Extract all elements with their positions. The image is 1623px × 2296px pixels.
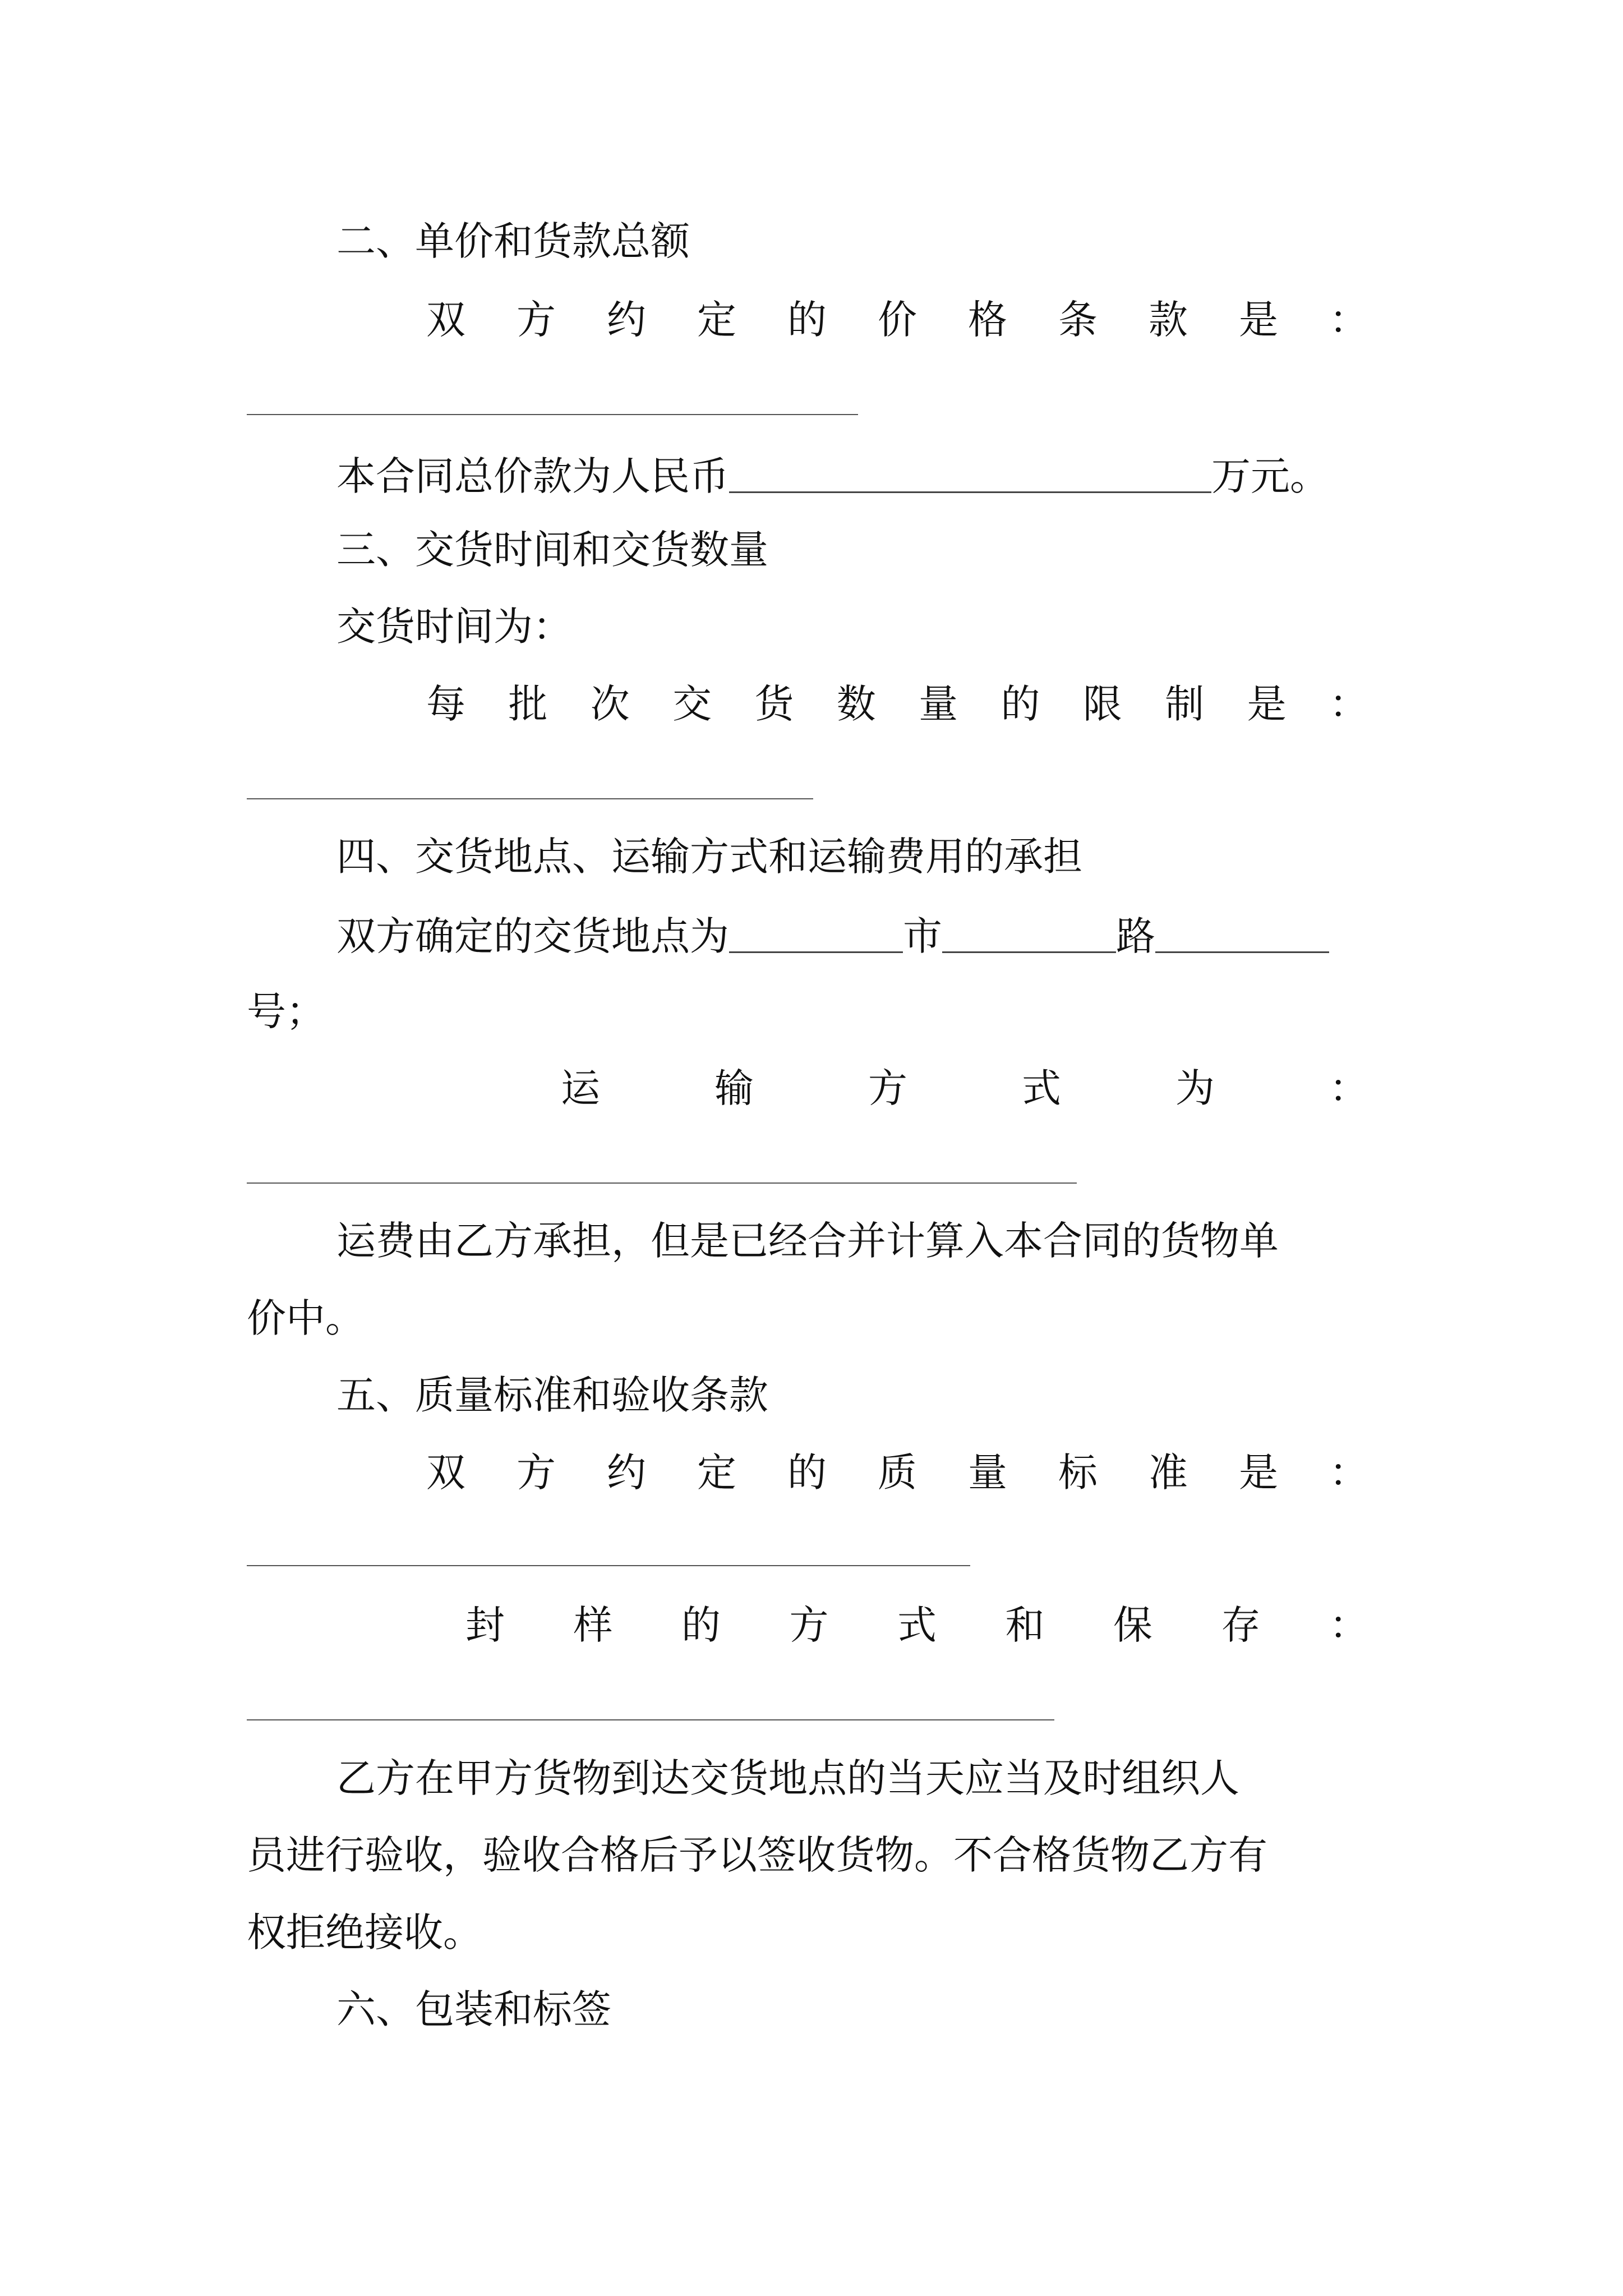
- quality-standard-char: 定: [697, 1450, 736, 1496]
- acceptance-text-line-2: 员进行验收，验收合格后予以签收货物。不合格货物乙方有: [247, 1832, 1267, 1878]
- price-clause-char: 约: [607, 297, 646, 343]
- city-label: 市: [903, 913, 942, 959]
- quality-standard-blank-line: [247, 1565, 970, 1566]
- batch-limit-char: 交: [672, 681, 712, 727]
- seal-sample-blank-line: [247, 1719, 1054, 1720]
- seal-sample-char: 样: [573, 1602, 613, 1648]
- delivery-place-line: [336, 913, 1329, 959]
- section-3-heading: 三、交货时间和交货数量: [336, 527, 768, 573]
- delivery-time-label: 交货时间为：: [336, 604, 572, 650]
- batch-limit-char: 制: [1165, 681, 1205, 727]
- quality-standard-char: 是: [1239, 1450, 1278, 1496]
- batch-limit-char: 货: [754, 681, 794, 727]
- price-clause-char: 价: [878, 297, 917, 343]
- transport-method-char: 方: [868, 1065, 907, 1111]
- road-label: 路: [1116, 913, 1155, 959]
- batch-limit-label: [426, 681, 1368, 727]
- seal-sample-char: 和: [1005, 1602, 1045, 1648]
- batch-limit-char: 是: [1247, 681, 1287, 727]
- price-clause-char: 定: [697, 297, 736, 343]
- batch-limit-char: 次: [590, 681, 630, 727]
- quality-standard-char: 质: [878, 1450, 917, 1496]
- quality-standard-char: 约: [607, 1450, 646, 1496]
- batch-limit-char: ：: [1329, 681, 1368, 727]
- freight-text-line-2: 价中。: [247, 1295, 365, 1341]
- number-label: 号；: [247, 988, 325, 1034]
- batch-limit-blank-line: [247, 798, 813, 799]
- batch-limit-char: 的: [1000, 681, 1040, 727]
- price-clause-char: 格: [968, 297, 1007, 343]
- seal-sample-label: [465, 1602, 1368, 1648]
- road-blank: [942, 918, 1116, 953]
- seal-sample-char: 式: [897, 1602, 937, 1648]
- price-clause-char: 的: [787, 297, 827, 343]
- delivery-place-prefix: 双方确定的交货地点为: [336, 913, 729, 959]
- price-clause-char: 条: [1058, 297, 1098, 343]
- transport-method-char: 式: [1022, 1065, 1061, 1111]
- batch-limit-char: 批: [508, 681, 548, 727]
- transport-method-char: 运: [561, 1065, 600, 1111]
- transport-method-label: [561, 1065, 1368, 1111]
- quality-standard-char: 标: [1058, 1450, 1098, 1496]
- seal-sample-char: 存: [1221, 1602, 1261, 1648]
- section-2-heading: 二、单价和货款总额: [336, 218, 690, 264]
- transport-method-blank-line: [247, 1182, 1077, 1184]
- batch-limit-char: 每: [426, 681, 465, 727]
- price-clause-label: [426, 297, 1368, 343]
- city-blank: [729, 918, 903, 953]
- number-blank: [1155, 918, 1329, 953]
- quality-standard-char: 量: [968, 1450, 1007, 1496]
- quality-standard-char: 准: [1149, 1450, 1188, 1496]
- batch-limit-char: 数: [836, 681, 876, 727]
- total-price-blank: [729, 458, 1211, 493]
- quality-standard-label: [426, 1450, 1368, 1496]
- seal-sample-char: ：: [1329, 1602, 1368, 1648]
- quality-standard-char: 方: [517, 1450, 556, 1496]
- acceptance-text-line-1: 乙方在甲方货物到达交货地点的当天应当及时组织人: [336, 1755, 1239, 1801]
- transport-method-char: 输: [714, 1065, 754, 1111]
- seal-sample-char: 的: [681, 1602, 721, 1648]
- seal-sample-char: 保: [1113, 1602, 1152, 1648]
- quality-standard-char: 双: [426, 1450, 465, 1496]
- price-clause-char: ：: [1329, 297, 1368, 343]
- price-clause-char: 款: [1149, 297, 1188, 343]
- transport-method-char: ：: [1329, 1065, 1368, 1111]
- seal-sample-char: 方: [789, 1602, 829, 1648]
- price-clause-blank-line: [247, 414, 858, 415]
- batch-limit-char: 限: [1082, 681, 1122, 727]
- price-clause-char: 方: [517, 297, 556, 343]
- total-price-suffix: 万元。: [1211, 453, 1329, 499]
- freight-text-line-1: 运费由乙方承担，但是已经合并计算入本合同的货物单: [336, 1218, 1279, 1264]
- section-5-heading: 五、质量标准和验收条款: [336, 1372, 768, 1418]
- section-4-heading: 四、交货地点、运输方式和运输费用的承担: [336, 834, 1082, 880]
- section-6-heading: 六、包装和标签: [336, 1986, 611, 2032]
- total-price-line: [336, 453, 1329, 499]
- batch-limit-char: 量: [919, 681, 958, 727]
- acceptance-text-line-3: 权拒绝接收。: [247, 1910, 482, 1955]
- transport-method-char: 为: [1175, 1065, 1215, 1111]
- total-price-prefix: 本合同总价款为人民币: [336, 453, 729, 499]
- seal-sample-char: 封: [465, 1602, 505, 1648]
- quality-standard-char: 的: [787, 1450, 827, 1496]
- quality-standard-char: ：: [1329, 1450, 1368, 1496]
- price-clause-char: 是: [1239, 297, 1278, 343]
- price-clause-char: 双: [426, 297, 465, 343]
